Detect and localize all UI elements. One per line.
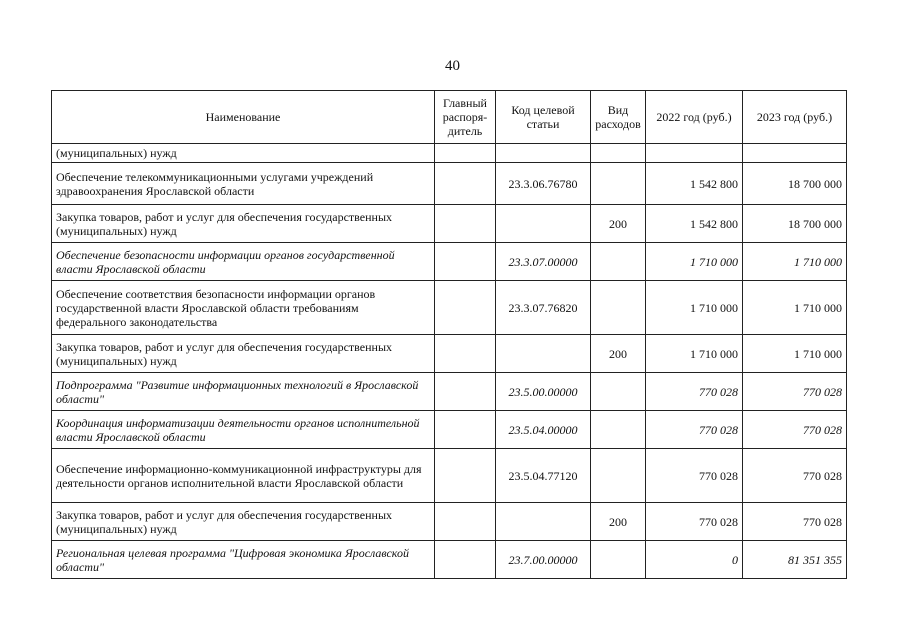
row-type xyxy=(591,373,646,411)
row-2022: 1 542 800 xyxy=(646,163,743,205)
row-type xyxy=(591,281,646,335)
table-header-row xyxy=(52,91,847,144)
row-code: 23.5.04.00000 xyxy=(496,411,591,449)
row-2022: 770 028 xyxy=(646,411,743,449)
row-type xyxy=(591,243,646,281)
row-2022: 1 710 000 xyxy=(646,335,743,373)
table-row xyxy=(52,411,847,449)
row-2022: 1 542 800 xyxy=(646,205,743,243)
row-2022: 1 710 000 xyxy=(646,243,743,281)
row-manager xyxy=(435,243,496,281)
table-row xyxy=(52,373,847,411)
row-name: Закупка товаров, работ и услуг для обеспечения государственных (муниципальных) нужд xyxy=(52,205,435,243)
row-2023: 18 700 000 xyxy=(743,205,847,243)
table-row xyxy=(52,205,847,243)
row-2022 xyxy=(646,144,743,163)
table-row xyxy=(52,503,847,541)
row-manager xyxy=(435,281,496,335)
row-code xyxy=(496,144,591,163)
row-2022: 770 028 xyxy=(646,503,743,541)
row-code: 23.5.00.00000 xyxy=(496,373,591,411)
row-name: Обеспечение информационно-коммуникационной инфраструктуры для деятельности органов исполнительной власти Ярославской области xyxy=(52,449,435,503)
row-type: 200 xyxy=(591,335,646,373)
row-code: 23.3.07.76820 xyxy=(496,281,591,335)
header-manager: Главный распоря- дитель xyxy=(435,91,496,144)
row-name: (муниципальных) нужд xyxy=(52,144,435,163)
header-name: Наименование xyxy=(52,91,435,144)
row-code: 23.7.00.00000 xyxy=(496,541,591,579)
row-type xyxy=(591,163,646,205)
row-2023: 18 700 000 xyxy=(743,163,847,205)
row-manager xyxy=(435,163,496,205)
row-2023: 770 028 xyxy=(743,503,847,541)
row-manager xyxy=(435,335,496,373)
row-type xyxy=(591,144,646,163)
row-name: Обеспечение соответствия безопасности информации органов государственной власти Ярославской области требованиям федерального законодательства xyxy=(52,281,435,335)
table-row xyxy=(52,281,847,335)
row-name: Обеспечение телекоммуникационными услугами учреждений здравоохранения Ярославской области xyxy=(52,163,435,205)
budget-table xyxy=(51,90,847,579)
row-manager xyxy=(435,503,496,541)
row-manager xyxy=(435,373,496,411)
row-2022: 1 710 000 xyxy=(646,281,743,335)
row-2023: 770 028 xyxy=(743,373,847,411)
header-code: Код целевой статьи xyxy=(496,91,591,144)
header-2023: 2023 год (руб.) xyxy=(743,91,847,144)
row-2023: 1 710 000 xyxy=(743,281,847,335)
row-2023: 770 028 xyxy=(743,411,847,449)
row-manager xyxy=(435,541,496,579)
row-code xyxy=(496,503,591,541)
row-2023: 1 710 000 xyxy=(743,243,847,281)
row-code: 23.5.04.77120 xyxy=(496,449,591,503)
row-2023 xyxy=(743,144,847,163)
row-manager xyxy=(435,205,496,243)
row-type: 200 xyxy=(591,205,646,243)
header-type: Вид расходов xyxy=(591,91,646,144)
row-name: Закупка товаров, работ и услуг для обеспечения государственных (муниципальных) нужд xyxy=(52,503,435,541)
row-name: Закупка товаров, работ и услуг для обеспечения государственных (муниципальных) нужд xyxy=(52,335,435,373)
header-2022: 2022 год (руб.) xyxy=(646,91,743,144)
row-name: Региональная целевая программа "Цифровая экономика Ярославской области" xyxy=(52,541,435,579)
row-type xyxy=(591,541,646,579)
row-type: 200 xyxy=(591,503,646,541)
row-2022: 0 xyxy=(646,541,743,579)
row-manager xyxy=(435,144,496,163)
row-code: 23.3.06.76780 xyxy=(496,163,591,205)
row-code: 23.3.07.00000 xyxy=(496,243,591,281)
row-2023: 1 710 000 xyxy=(743,335,847,373)
row-2023: 81 351 355 xyxy=(743,541,847,579)
row-2022: 770 028 xyxy=(646,449,743,503)
table-row xyxy=(52,163,847,205)
row-name: Подпрограмма "Развитие информационных технологий в Ярославской области" xyxy=(52,373,435,411)
row-2023: 770 028 xyxy=(743,449,847,503)
row-name: Координация информатизации деятельности органов исполнительной власти Ярославской области xyxy=(52,411,435,449)
row-type xyxy=(591,411,646,449)
row-manager xyxy=(435,449,496,503)
row-code xyxy=(496,335,591,373)
table-row xyxy=(52,243,847,281)
table-row xyxy=(52,541,847,579)
table-row xyxy=(52,335,847,373)
row-manager xyxy=(435,411,496,449)
table-row xyxy=(52,449,847,503)
row-name: Обеспечение безопасности информации органов государственной власти Ярославской области xyxy=(52,243,435,281)
row-code xyxy=(496,205,591,243)
row-2022: 770 028 xyxy=(646,373,743,411)
page-number: 40 xyxy=(445,58,460,74)
table-row xyxy=(52,144,847,163)
row-type xyxy=(591,449,646,503)
